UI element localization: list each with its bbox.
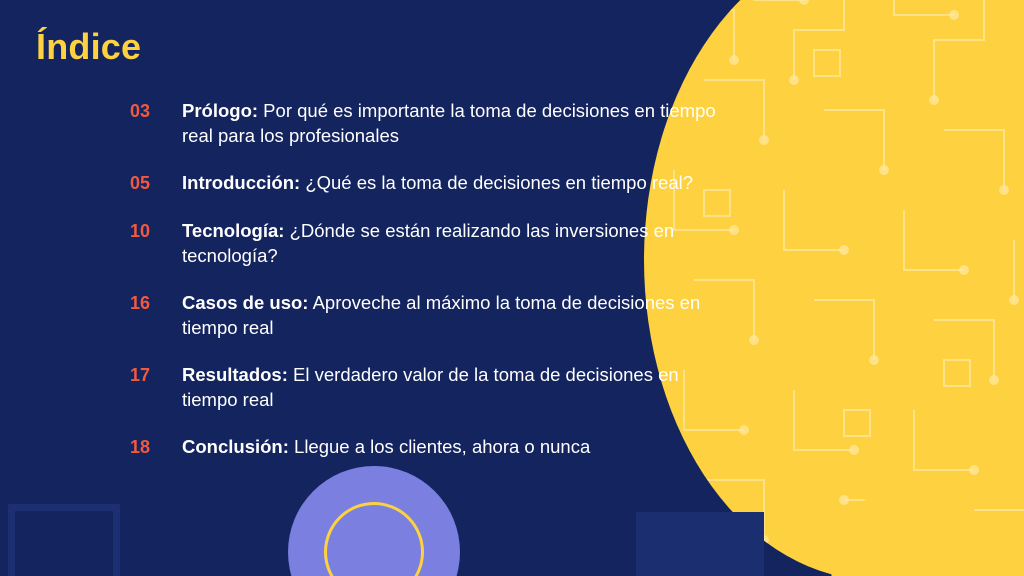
table-of-contents bbox=[130, 98, 722, 482]
toc-entry-text bbox=[182, 362, 722, 412]
toc-entry-description: ¿Qué es la toma de decisiones en tiempo real? bbox=[300, 172, 694, 193]
toc-entry-description: Llegue a los clientes, ahora o nunca bbox=[288, 436, 591, 457]
toc-page-number: 17 bbox=[130, 365, 151, 385]
toc-entry-text bbox=[182, 434, 722, 459]
toc-entry-label: Tecnología: bbox=[182, 220, 285, 241]
toc-page-number: 10 bbox=[130, 221, 151, 241]
list-item bbox=[130, 98, 722, 148]
toc-entry-text bbox=[182, 290, 722, 340]
toc-entry-description: ¿Dónde se están realizando las inversiones en tecnología? bbox=[182, 220, 675, 266]
dark-square-decoration bbox=[636, 512, 764, 576]
list-item bbox=[130, 218, 722, 268]
toc-page-number: 05 bbox=[130, 173, 151, 193]
list-item bbox=[130, 434, 722, 460]
toc-entry-text bbox=[182, 170, 722, 195]
list-item bbox=[130, 362, 722, 412]
toc-entry-label: Introducción: bbox=[182, 172, 301, 193]
page-title: Índice bbox=[36, 26, 142, 67]
list-item bbox=[130, 170, 722, 196]
toc-page-number: 03 bbox=[130, 101, 151, 121]
periwinkle-circle-decoration bbox=[288, 466, 460, 576]
toc-entry-description: Por qué es importante la toma de decisiones en tiempo real para los profesionales bbox=[182, 100, 716, 146]
list-item bbox=[130, 290, 722, 340]
toc-entry-text bbox=[182, 218, 722, 268]
toc-entry-text bbox=[182, 98, 722, 148]
square-outline-decoration bbox=[8, 504, 120, 576]
toc-entry-label: Resultados: bbox=[182, 364, 288, 385]
toc-page-number: 18 bbox=[130, 437, 151, 457]
toc-entry-label: Casos de uso: bbox=[182, 292, 309, 313]
circle-outline-decoration bbox=[324, 502, 424, 576]
yellow-line-decoration bbox=[888, 488, 891, 514]
toc-entry-label: Conclusión: bbox=[182, 436, 289, 457]
toc-entry-label: Prólogo: bbox=[182, 100, 259, 121]
toc-page-number: 16 bbox=[130, 293, 151, 313]
toc-entry-description: Aproveche al máximo la toma de decisiones en tiempo real bbox=[182, 292, 701, 338]
toc-entry-description: El verdadero valor de la toma de decisiones en tiempo real bbox=[182, 364, 679, 410]
